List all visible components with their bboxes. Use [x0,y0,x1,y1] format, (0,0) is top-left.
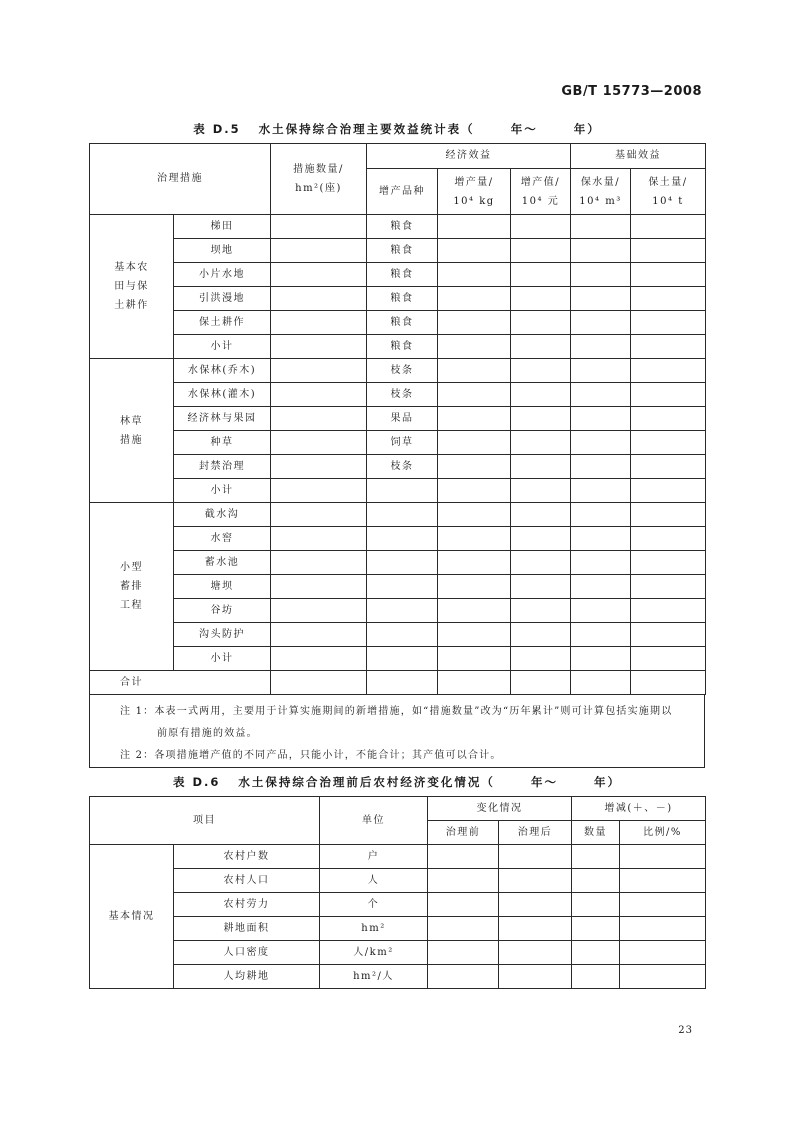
header-amount: 数量 [572,821,620,845]
page-number: 23 [678,1025,693,1036]
note-1: 注 1：本表一式两用，主要用于计算实施期间的新增措施，如“措施数量”改为“历年累计”则可计算包括实施期以 前原有措施的效益。 [120,706,673,739]
benefit-cell [571,551,631,575]
quantity-cell [271,359,367,383]
benefit-cell [571,527,631,551]
value-cell [572,965,620,989]
product-cell: 果品 [367,407,438,431]
benefit-cell [438,431,511,455]
benefit-cell [571,503,631,527]
unit-cell: hm²/人 [320,965,428,989]
product-cell: 粮食 [367,263,438,287]
unit-cell: 户 [320,845,428,869]
benefit-cell [571,599,631,623]
table-row [90,965,706,989]
benefit-cell [511,383,571,407]
header-ratio: 比例/% [620,821,706,845]
header-water: 保水量/ 10⁴ m³ [571,169,631,215]
header-after: 治理后 [499,821,572,845]
table-row [90,941,706,965]
benefit-cell [438,647,511,671]
benefit-cell [438,503,511,527]
product-cell: 枝条 [367,359,438,383]
header-measure: 治理措施 [90,144,271,215]
value-cell [428,845,499,869]
measure-name: 小片水地 [174,263,271,287]
table-d5-caption: 表 D.5 水土保持综合治理主要效益统计表（ 年～ 年） [193,122,601,136]
table-row [90,383,706,407]
benefit-cell [571,623,631,647]
measure-name: 截水沟 [174,503,271,527]
benefit-cell [511,263,571,287]
benefit-cell [438,215,511,239]
benefit-cell [438,407,511,431]
table-row [90,527,706,551]
value-cell [572,845,620,869]
measure-name: 水保林(灌木) [174,383,271,407]
benefit-cell [511,647,571,671]
table-row [90,431,706,455]
item-name: 农村人口 [174,869,320,893]
benefit-cell [511,455,571,479]
benefit-cell [631,359,706,383]
table-row [90,311,706,335]
benefit-cell [571,575,631,599]
quantity-cell [271,383,367,407]
product-cell: 饲草 [367,431,438,455]
unit-cell: 个 [320,893,428,917]
benefit-cell [511,599,571,623]
table-row [90,893,706,917]
benefit-cell [631,479,706,503]
benefit-cell [571,287,631,311]
quantity-cell [271,527,367,551]
benefit-cell [511,551,571,575]
table-row [90,287,706,311]
benefit-cell [631,455,706,479]
table-row [90,551,706,575]
benefit-cell [438,263,511,287]
quantity-cell [271,455,367,479]
value-cell [428,965,499,989]
value-cell [620,869,706,893]
header-soil: 保土量/ 10⁴ t [631,169,706,215]
benefit-cell [631,599,706,623]
product-cell [367,551,438,575]
benefit-cell [631,383,706,407]
benefit-cell [438,575,511,599]
header-value: 增产值/ 10⁴ 元 [511,169,571,215]
measure-name: 坝地 [174,239,271,263]
benefit-cell [571,239,631,263]
value-cell [620,845,706,869]
quantity-cell [271,407,367,431]
total-cell [438,671,511,695]
quantity-cell [271,239,367,263]
table-row [90,239,706,263]
table-row [90,455,706,479]
quantity-cell [271,287,367,311]
item-name: 农村劳力 [174,893,320,917]
quantity-cell [271,335,367,359]
benefit-cell [438,599,511,623]
product-cell [367,647,438,671]
table-row [90,215,706,239]
benefit-cell [438,623,511,647]
product-cell: 粮食 [367,311,438,335]
item-name: 人均耕地 [174,965,320,989]
quantity-cell [271,215,367,239]
value-cell [499,965,572,989]
benefit-cell [511,527,571,551]
table-row [90,575,706,599]
unit-cell: 人/km² [320,941,428,965]
benefit-cell [511,503,571,527]
table-d5 [89,143,706,695]
total-label: 合计 [90,671,271,695]
group-label: 基本情况 [90,845,174,989]
unit-cell: hm² [320,917,428,941]
benefit-cell [631,623,706,647]
quantity-cell [271,311,367,335]
product-cell: 粮食 [367,335,438,359]
benefit-cell [438,239,511,263]
measure-name: 沟头防护 [174,623,271,647]
measure-name: 谷坊 [174,599,271,623]
benefit-cell [571,455,631,479]
quantity-cell [271,599,367,623]
measure-name: 水保林(乔木) [174,359,271,383]
table-row [90,335,706,359]
table-row [90,599,706,623]
benefit-cell [631,431,706,455]
benefit-cell [511,479,571,503]
table-row [90,503,706,527]
benefit-cell [511,287,571,311]
benefit-cell [438,287,511,311]
benefit-cell [511,431,571,455]
table-row [90,917,706,941]
product-cell: 粮食 [367,215,438,239]
measure-name: 小计 [174,479,271,503]
benefit-cell [571,407,631,431]
benefit-cell [438,383,511,407]
measure-name: 梯田 [174,215,271,239]
product-cell [367,599,438,623]
item-name: 耕地面积 [174,917,320,941]
unit-cell: 人 [320,869,428,893]
value-cell [428,917,499,941]
header-delta: 增减(＋、－) [572,797,706,821]
benefit-cell [631,527,706,551]
value-cell [620,965,706,989]
benefit-cell [571,359,631,383]
benefit-cell [511,239,571,263]
benefit-cell [438,551,511,575]
value-cell [428,893,499,917]
benefit-cell [631,551,706,575]
benefit-cell [571,335,631,359]
quantity-cell [271,575,367,599]
benefit-cell [631,407,706,431]
product-cell [367,479,438,503]
benefit-cell [571,311,631,335]
value-cell [620,941,706,965]
product-cell [367,527,438,551]
standard-number: GB/T 15773—2008 [561,84,702,99]
benefit-cell [571,263,631,287]
product-cell: 枝条 [367,455,438,479]
benefit-cell [438,479,511,503]
value-cell [428,941,499,965]
header-quantity: 措施数量/ hm²(座) [271,144,367,215]
header-item: 项目 [90,797,320,845]
benefit-cell [511,335,571,359]
product-cell: 粮食 [367,287,438,311]
table-row [90,479,706,503]
value-cell [572,917,620,941]
benefit-cell [511,575,571,599]
header-before: 治理前 [428,821,499,845]
note-2: 注 2：各项措施增产值的不同产品，只能小计，不能合计；其产值可以合计。 [120,750,502,761]
value-cell [499,869,572,893]
value-cell [499,941,572,965]
benefit-cell [631,287,706,311]
value-cell [572,869,620,893]
value-cell [499,893,572,917]
item-name: 人口密度 [174,941,320,965]
benefit-cell [511,623,571,647]
table-row [90,263,706,287]
table-row [90,869,706,893]
quantity-cell [271,647,367,671]
quantity-cell [271,263,367,287]
benefit-cell [631,239,706,263]
product-cell: 粮食 [367,239,438,263]
benefit-cell [631,575,706,599]
benefit-cell [511,311,571,335]
total-row [90,671,706,695]
benefit-cell [511,359,571,383]
table-row [90,623,706,647]
quantity-cell [271,479,367,503]
product-cell [367,575,438,599]
benefit-cell [571,431,631,455]
table-d6 [89,796,706,989]
header-economic-benefit: 经济效益 [367,144,571,169]
measure-name: 塘坝 [174,575,271,599]
table-row [90,407,706,431]
measure-name: 种草 [174,431,271,455]
table-row [90,359,706,383]
header-yield: 增产量/ 10⁴ kg [438,169,511,215]
value-cell [620,917,706,941]
benefit-cell [631,215,706,239]
benefit-cell [571,215,631,239]
total-cell [571,671,631,695]
benefit-cell [631,503,706,527]
group-label: 小型 蓄排 工程 [90,503,174,671]
header-basic-benefit: 基础效益 [571,144,706,169]
total-cell [631,671,706,695]
measure-name: 经济林与果园 [174,407,271,431]
header-product: 增产品种 [367,169,438,215]
measure-name: 小计 [174,335,271,359]
measure-name: 蓄水池 [174,551,271,575]
benefit-cell [438,311,511,335]
quantity-cell [271,431,367,455]
product-cell [367,623,438,647]
measure-name: 封禁治理 [174,455,271,479]
benefit-cell [631,311,706,335]
quantity-cell [271,623,367,647]
value-cell [572,893,620,917]
table-row [90,647,706,671]
benefit-cell [511,407,571,431]
header-unit: 单位 [320,797,428,845]
benefit-cell [571,647,631,671]
quantity-cell [271,551,367,575]
benefit-cell [438,455,511,479]
benefit-cell [511,215,571,239]
measure-name: 引洪漫地 [174,287,271,311]
total-cell [271,671,367,695]
group-label: 林草 措施 [90,359,174,503]
measure-name: 水窖 [174,527,271,551]
item-name: 农村户数 [174,845,320,869]
quantity-cell [271,503,367,527]
table-d6-caption: 表 D.6 水土保持综合治理前后农村经济变化情况（ 年～ 年） [173,775,621,789]
value-cell [428,869,499,893]
benefit-cell [571,479,631,503]
benefit-cell [631,263,706,287]
total-cell [511,671,571,695]
product-cell [367,503,438,527]
product-cell: 枝条 [367,383,438,407]
group-label: 基本农 田与保 土耕作 [90,215,174,359]
benefit-cell [438,335,511,359]
value-cell [499,917,572,941]
benefit-cell [631,335,706,359]
table-row [90,845,706,869]
header-change: 变化情况 [428,797,572,821]
benefit-cell [438,359,511,383]
table-d5-notes [89,694,705,768]
benefit-cell [438,527,511,551]
value-cell [572,941,620,965]
value-cell [620,893,706,917]
total-cell [367,671,438,695]
measure-name: 保土耕作 [174,311,271,335]
benefit-cell [571,383,631,407]
benefit-cell [631,647,706,671]
measure-name: 小计 [174,647,271,671]
value-cell [499,845,572,869]
